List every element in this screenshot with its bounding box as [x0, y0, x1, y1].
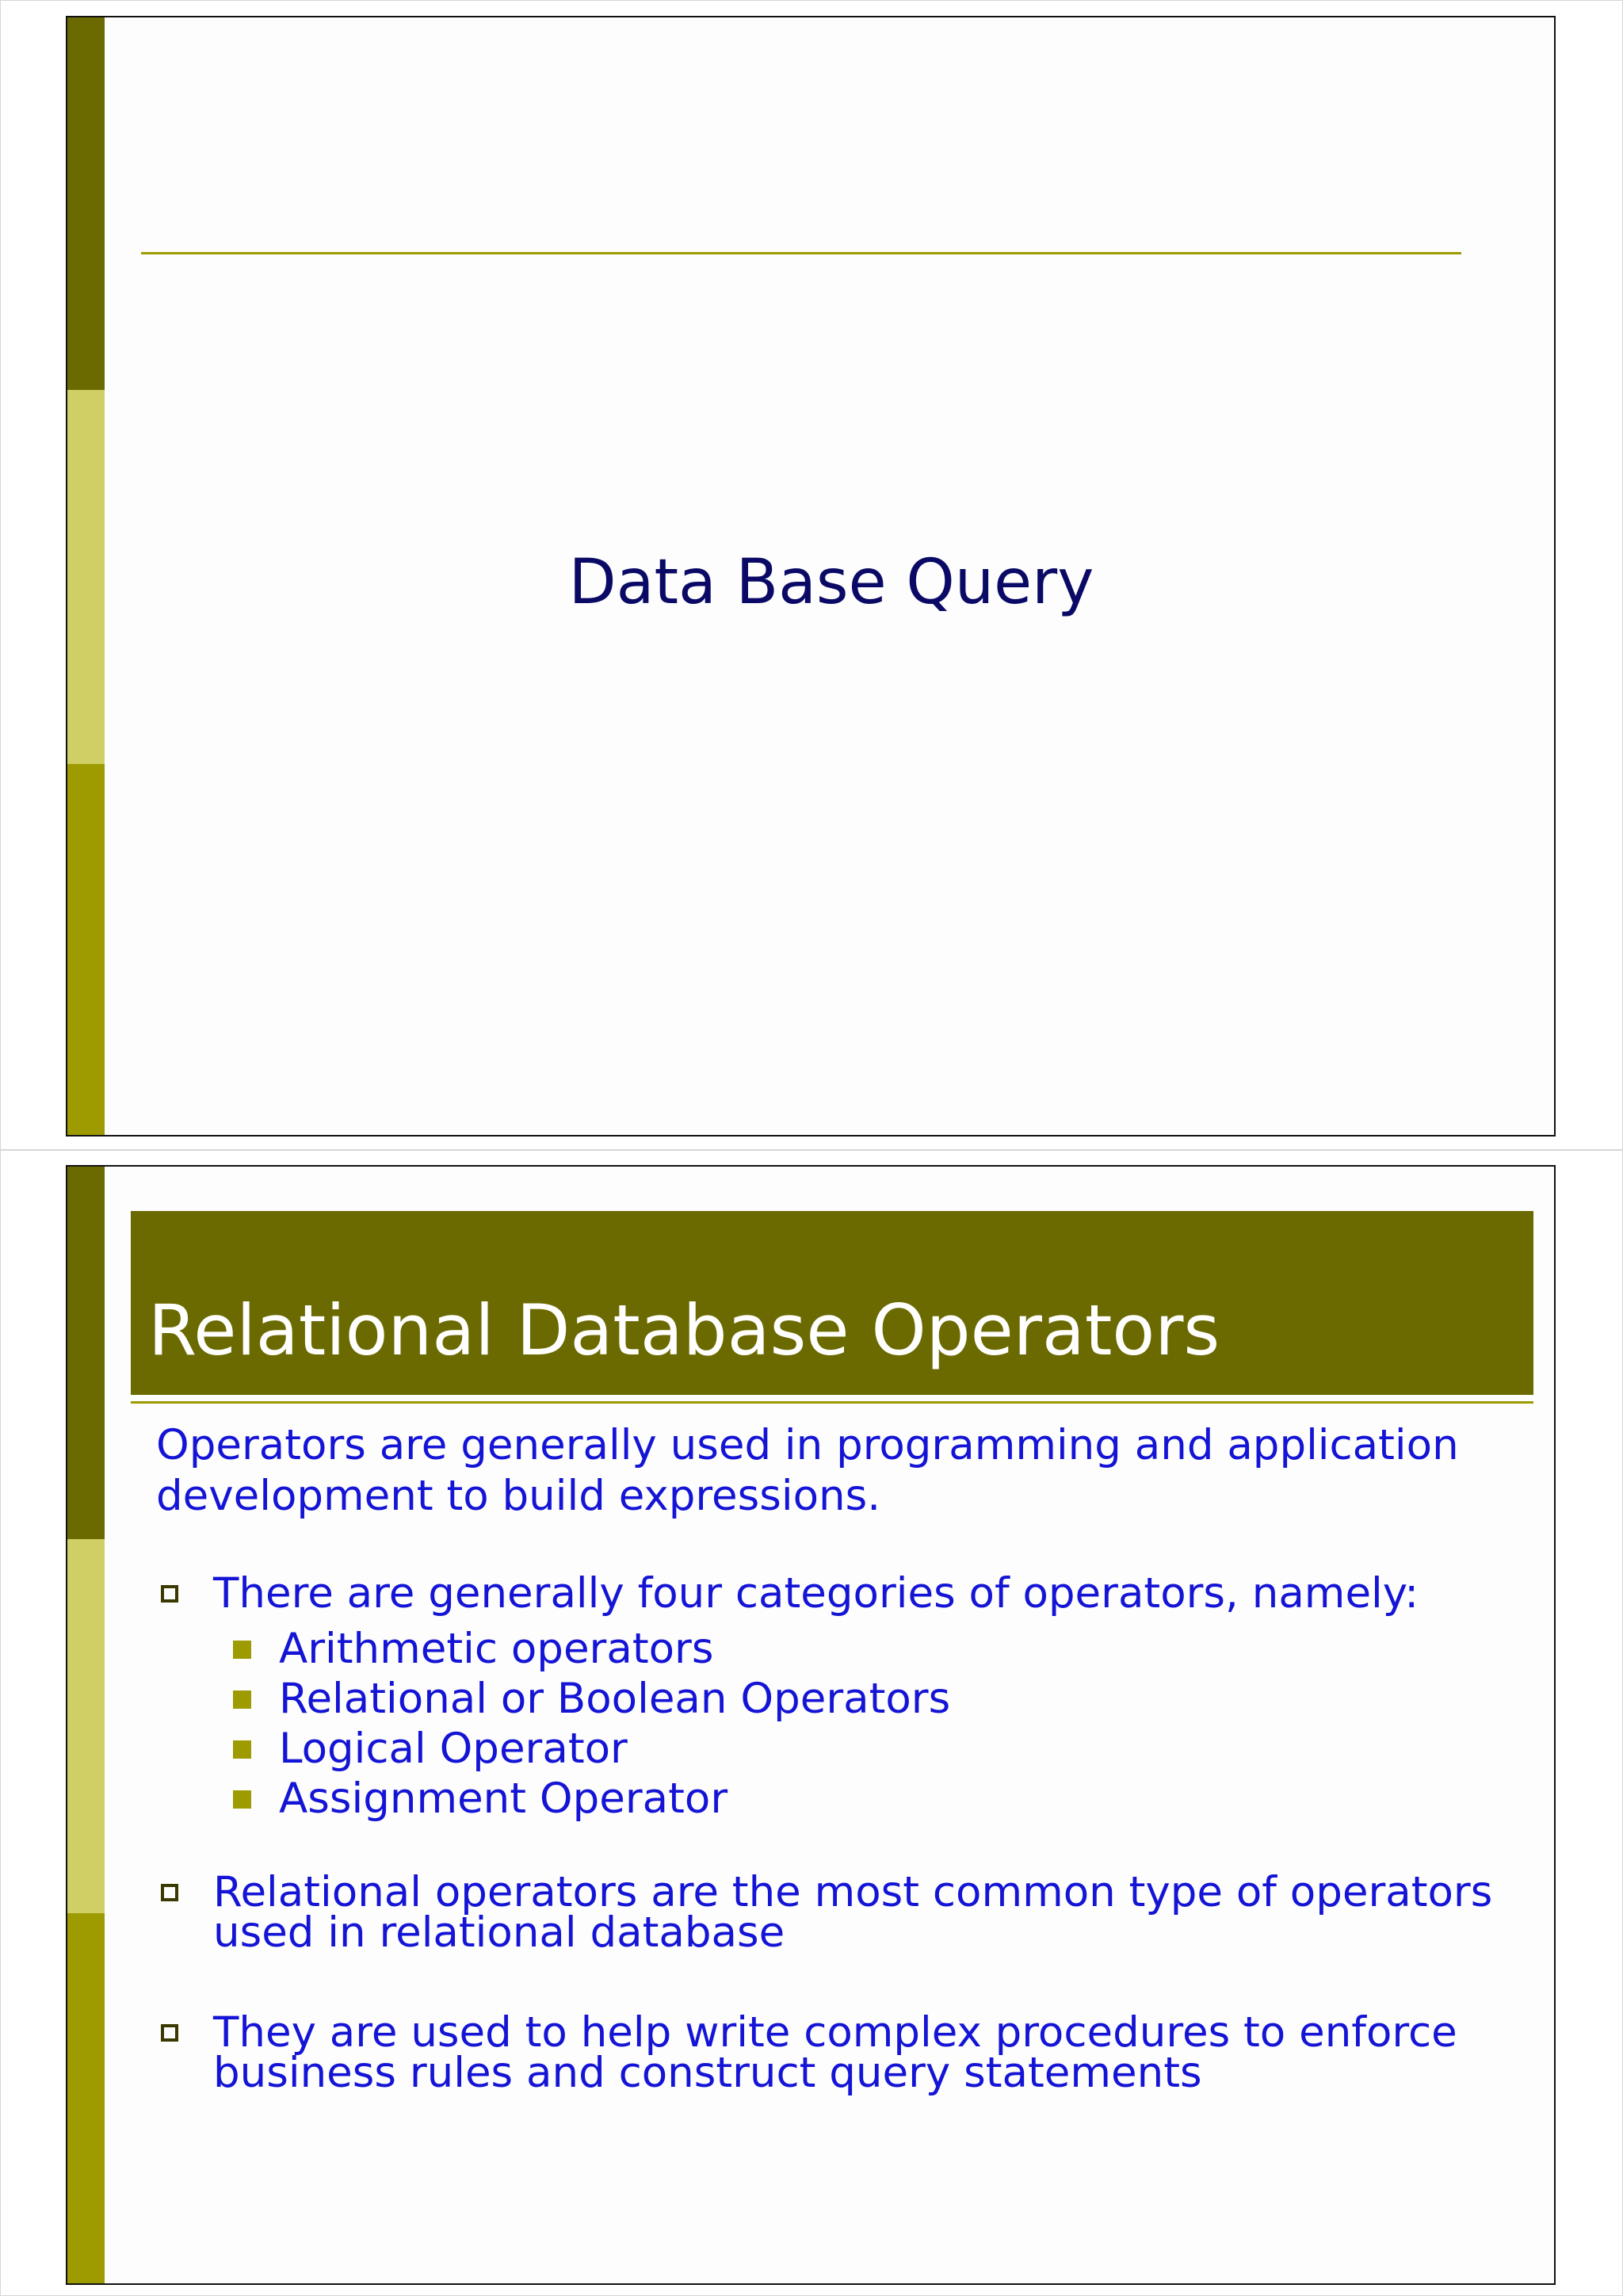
- hollow-square-bullet-icon: [161, 1585, 178, 1603]
- bullet-row: [156, 1868, 1519, 1957]
- sub-list-item: [156, 1724, 1519, 1774]
- filled-square-bullet-icon: [233, 1740, 251, 1759]
- sub-item-text: Relational or Boolean Operators: [279, 1675, 951, 1723]
- sub-item-text: Assignment Operator: [279, 1775, 728, 1823]
- sub-item-text: Arithmetic operators: [279, 1625, 714, 1673]
- slide-2: [66, 1165, 1556, 2285]
- filled-square-bullet-icon: [233, 1641, 251, 1659]
- bullet-text: They are used to help write complex procedures to enforce business rules and construct query statements: [213, 2008, 1457, 2097]
- bullet-item: [156, 1569, 1519, 1824]
- slide-2-header-rule: [131, 1401, 1533, 1404]
- filled-square-bullet-icon: [233, 1690, 251, 1709]
- bullet-item: [156, 1868, 1519, 1957]
- intro-paragraph: Operators are generally used in programming and application development to build expressions.: [156, 1421, 1459, 1520]
- filled-square-bullet-icon: [233, 1790, 251, 1809]
- sub-list: [156, 1624, 1519, 1824]
- sub-list-item: [156, 1774, 1519, 1824]
- sidebar-segment-mid: [67, 1913, 105, 2285]
- sub-list-item: [156, 1674, 1519, 1724]
- sidebar-segment-dark: [67, 1167, 105, 1539]
- sidebar-segment-dark: [67, 17, 105, 390]
- hollow-square-bullet-icon: [161, 1884, 178, 1901]
- bullet-text: There are generally four categories of operators, namely:: [213, 1569, 1419, 1618]
- hollow-square-bullet-icon: [161, 2024, 178, 2042]
- slide-1: [66, 16, 1556, 1137]
- page-divider: [0, 1149, 1623, 1151]
- slide-1-title-rule: [141, 252, 1461, 254]
- sub-list-item: [156, 1624, 1519, 1674]
- sidebar-segment-light: [67, 1539, 105, 1913]
- bullet-row: [156, 2008, 1519, 2097]
- sub-item-text: Logical Operator: [279, 1725, 628, 1773]
- slide-2-sidebar: [67, 1167, 105, 2283]
- slide-1-title: Data Base Query: [568, 547, 1094, 618]
- bullet-text: Relational operators are the most common type of operators used in relational database: [213, 1868, 1493, 1957]
- sidebar-segment-mid: [67, 764, 105, 1137]
- slide-2-title: Relational Database Operators: [148, 1289, 1220, 1371]
- bullet-item: [156, 2008, 1519, 2097]
- bullet-row: [156, 1569, 1519, 1618]
